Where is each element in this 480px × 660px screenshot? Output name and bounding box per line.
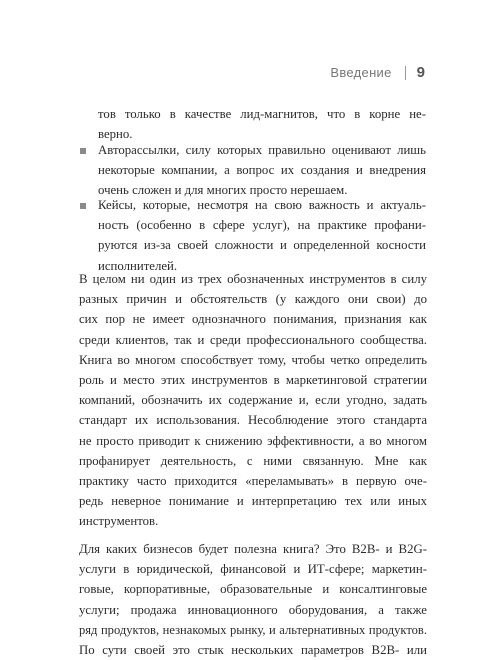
bullet-item — [98, 140, 426, 201]
text-line: сих пор не имеет однозначного понимания, признания как — [79, 312, 427, 327]
body-paragraph — [79, 269, 427, 532]
text-line: говые, корпоративные, образовательные и консалтинговые — [79, 582, 427, 597]
bullet-item — [98, 195, 426, 276]
body-paragraph — [79, 539, 427, 660]
text-line: редь неверное понимание и интерпретацию тех или иных — [79, 494, 427, 509]
text-line: По сути своей это стык нескольких параметров B2B- или — [79, 643, 427, 658]
running-header — [330, 64, 425, 81]
text-line: некоторые компании, а вопрос их создания и внедрения — [98, 163, 426, 178]
bullet-continuation — [98, 104, 426, 144]
text-line: Книга во многом способствует тому, чтобы четко определить — [79, 352, 427, 367]
text-line: Для каких бизнесов будет полезна книга? Это B2B- и B2G- — [79, 542, 427, 556]
text-line: не просто приводит к снижению эффективности, а во многом — [79, 433, 427, 448]
text-line: верно. — [98, 127, 133, 142]
text-line: ряд продуктов, незнакомых рынку, и альтернативных продуктов. — [79, 622, 427, 637]
text-line: Кейсы, которые, несмотря на свою важность и актуаль- — [98, 198, 426, 212]
text-line: исполнителей. — [98, 258, 178, 273]
text-line: В целом ни один из трех обозначенных инструментов в силу — [79, 272, 427, 286]
section-title: Введение — [330, 65, 392, 80]
text-line: услуги в юридической, финансовой и ИТ-сфере; маркетин- — [79, 562, 427, 577]
text-line: Авторассылки, силу которых правильно оценивают лишь — [98, 143, 426, 157]
text-line: тов только в качестве лид-магнитов, что в корне не- — [98, 107, 426, 121]
text-line: стандарт их использования. Несоблюдение этого стандарта — [79, 413, 427, 428]
header-divider — [405, 66, 406, 80]
text-line: ность (особенно в сфере услуг), на практике профани- — [98, 218, 426, 233]
text-line: очень сложен и для многих просто нерешаем. — [98, 183, 348, 198]
text-line: среди клиентов, так и среди профессионального сообщества. — [79, 332, 427, 347]
bullet-marker-icon — [80, 148, 86, 154]
text-line: услуги; продажа инновационного оборудования, а также — [79, 602, 427, 617]
text-line: компаний, обозначить их содержание и, если угодно, задать — [79, 393, 427, 408]
text-line: практику часто приходится «переламывать» в первую оче- — [79, 474, 427, 489]
text-line: роль и место этих инструментов в маркетинговой стратегии — [79, 373, 427, 388]
text-line: руются из-за своей сложности и определенной косности — [98, 238, 426, 253]
text-line: разных причин и обстоятельств (у каждого они свои) до — [79, 292, 427, 307]
bullet-marker-icon — [80, 203, 86, 209]
text-line: инструментов. — [79, 514, 159, 529]
text-line: профанирует деятельность, с ними связанную. Мне как — [79, 453, 427, 468]
page-number: 9 — [416, 64, 425, 81]
